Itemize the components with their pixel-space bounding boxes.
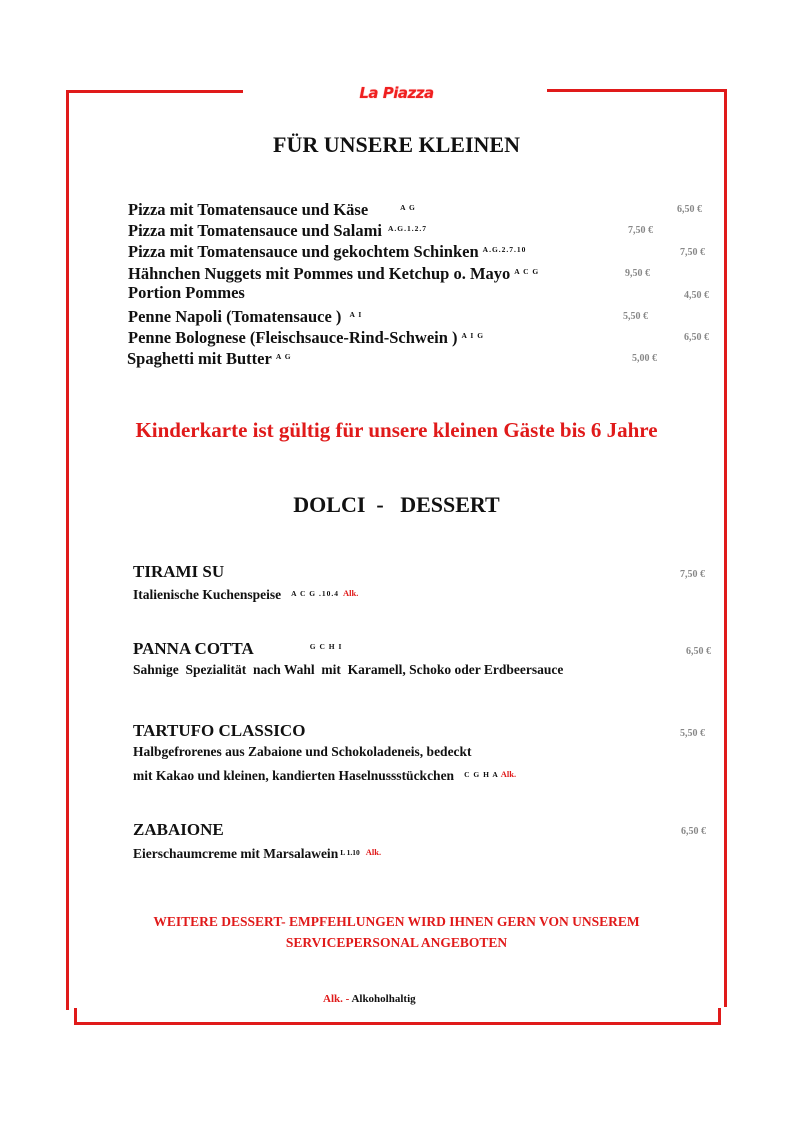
allergen-codes: A I G (461, 331, 485, 340)
item-name: Penne Bolognese (Fleischsauce-Rind-Schwein ) (128, 328, 458, 347)
dessert-name: TIRAMI SU (133, 562, 225, 581)
item-name: Pizza mit Tomatensauce und gekochtem Schinken (128, 242, 479, 261)
allergen-codes: A G (400, 203, 416, 212)
allergen-codes: L 1.10 (340, 848, 360, 857)
item-price: 6,50 € (677, 204, 702, 215)
allergen-codes: C G H A (464, 770, 499, 779)
dessert-price: 5,50 € (680, 728, 705, 739)
footnote-text: Alkoholhaltig (351, 993, 416, 1005)
kids-item (128, 240, 526, 262)
description-text: mit Kakao und kleinen, kandierten Haselnussstückchen (133, 768, 455, 783)
recommendation-line: WEITERE DESSERT- EMPFEHLUNGEN WIRD IHNEN GERN VON UNSEREM (153, 914, 640, 929)
kids-age-notice: Kinderkarte ist gültig für unsere kleinen Gäste bis 6 Jahre (135, 418, 658, 442)
kids-item (128, 219, 427, 241)
frame-left (66, 90, 69, 1010)
alcohol-marker: Alk. (365, 847, 382, 857)
dessert-description (133, 841, 381, 865)
item-name: Spaghetti mit Butter (127, 349, 272, 368)
alcohol-marker: Alk. (500, 769, 517, 779)
kids-item (128, 305, 362, 327)
item-name: Pizza mit Tomatensauce und Salami (128, 221, 382, 240)
dessert-description: Halbgefrorenes aus Zabaione und Schokoladeneis, bedeckt (133, 744, 472, 759)
dessert-name: TARTUFO CLASSICO (133, 721, 306, 740)
alcohol-marker: Alk. (343, 588, 359, 598)
kids-item (127, 347, 292, 369)
description-text: Italienische Kuchenspeise (133, 587, 282, 602)
item-name: Hähnchen Nuggets mit Pommes und Ketchup o. Mayo (128, 264, 511, 283)
item-name: Pizza mit Tomatensauce und Käse (128, 200, 369, 219)
alcohol-footnote (323, 993, 416, 1005)
dessert-description: Sahnige Spezialität nach Wahl mit Karamell, Schoko oder Erdbeersauce (133, 662, 564, 677)
dessert-price: 6,50 € (681, 826, 706, 837)
footnote-abbr: Alk. - (323, 993, 350, 1005)
allergen-codes: A C G (514, 267, 540, 276)
dessert-description (133, 763, 516, 787)
item-price: 9,50 € (625, 268, 650, 279)
kids-item (128, 326, 484, 348)
allergen-codes: A I (349, 310, 363, 319)
allergen-codes: A.G.1.2.7 (387, 224, 427, 233)
allergen-codes: G C H I (309, 642, 343, 651)
item-price: 5,00 € (632, 353, 657, 364)
dessert-price: 6,50 € (686, 646, 711, 657)
allergen-codes: A C G .10.4 (291, 589, 340, 598)
kids-item (128, 283, 245, 303)
item-price: 6,50 € (684, 332, 709, 343)
dessert-description (133, 582, 358, 606)
allergen-codes: A.G.2.7.10 (482, 245, 527, 254)
dessert-heading: DOLCI - DESSERT (293, 492, 500, 517)
recommendation-line: SERVICEPERSONAL ANGEBOTEN (285, 935, 508, 950)
item-price: 4,50 € (684, 290, 709, 301)
dessert-recommendation-note (0, 911, 793, 953)
frame-bottom-left-tick (74, 1008, 77, 1025)
item-name: Penne Napoli (Tomatensauce ) (128, 307, 342, 326)
item-price: 5,50 € (623, 311, 648, 322)
dessert-name: ZABAIONE (133, 820, 224, 839)
item-name: Portion Pommes (128, 283, 245, 302)
item-price: 7,50 € (680, 247, 705, 258)
frame-right (724, 89, 727, 1007)
restaurant-logo: La Piazza (359, 84, 434, 102)
dessert-name (133, 639, 342, 659)
description-text: Eierschaumcreme mit Marsalawein (133, 846, 339, 861)
kids-item (128, 262, 539, 284)
dessert-name-text: PANNA COTTA (133, 639, 254, 658)
item-price: 7,50 € (628, 225, 653, 236)
frame-bottom-right-tick (718, 1008, 721, 1025)
dessert-price: 7,50 € (680, 569, 705, 580)
kids-item (128, 198, 416, 220)
allergen-codes: A G (275, 352, 292, 361)
kids-heading: FÜR UNSERE KLEINEN (273, 132, 520, 157)
frame-bottom (74, 1022, 721, 1025)
